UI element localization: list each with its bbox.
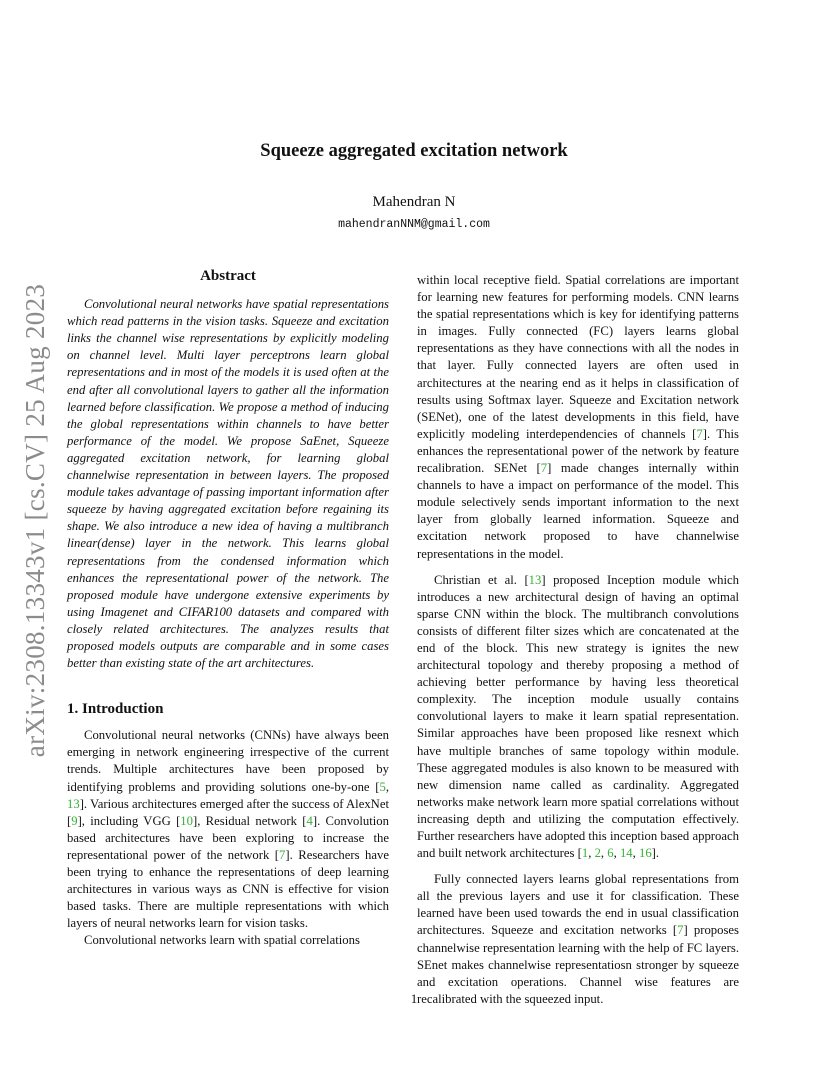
- intro-paragraph-1: Convolutional neural networks (CNNs) have always been emerging in network engineering irrespective of the current trends. Multiple architectures have been proposed by identifying problems and providing solutions one-by-one [5, 13]. Various architectures emerged after the success of AlexNet [9], including VGG [10], Residual network [4]. Convolution based architectures have been exploring to increase the representational power of the network [7]. Researchers have been trying to enhance the representations of deep learning architectures in various ways as CNN is effective for vision based tasks. There are multiple representations with which layers of neural networks learn for vision tasks.: [67, 728, 389, 931]
- left-column: [67, 268, 389, 949]
- paper-title: Squeeze aggregated excitation network: [260, 141, 568, 161]
- intro-paragraph-2-continued: within local receptive field. Spatial correlations are important for learning new features for performing models. CNN learns the spatial representations which is key for identifying patterns in images. Fully connected (FC) layers learns global representations as they have connections with all the nodes in that layer. Fully connected layers are often used in architectures at the nearing end as it helps in classification of results using Softmax layer. Squeeze and Excitation network (SENet), one of the latest developments in this field, have explicitly modeling interdependencies of channels [7]. This enhances the representational power of the network by feature recalibration. SENet [7] made changes internally within channels to have a impact on performance of the model. This module selectively sends important information to the next layer from globally learned information. Squeeze and excitation network proposed to have channelwise representations in the model.: [417, 273, 739, 561]
- citation-link[interactable]: 16: [638, 846, 652, 861]
- citation-link[interactable]: 13: [528, 572, 542, 587]
- citation-link[interactable]: 7: [696, 426, 703, 441]
- author-email: mahendranNNM@gmail.com: [338, 218, 490, 231]
- citation-link[interactable]: 7: [677, 923, 684, 938]
- page-number: 1: [410, 991, 418, 1006]
- intro-paragraph-3: Christian et al. [13] proposed Inception module which introduces a new architectural design of having an optimal sparse CNN within the block. The multibranch convolutions consists of different filter sizes which are concatenated at the end of the block. This new strategy is ignites the new architectural topology and thereby proposing a method of achieving better performance by having less theoretical complexity. The inception module usually contains convolutional layers to make it learn spatial representation. Similar approaches have been proposed like resnext which have multiple branches of same topology within module. These aggregated modules is also known to be measured with new dimension name called as cardinality. Aggregated networks make network learn more spatial correlations without increasing depth and utilizing the computation effectively. Further researchers have adopted this inception based approach and built network architectures [1, 2, 6, 14, 16].: [417, 572, 739, 861]
- right-column: [417, 272, 739, 1008]
- citation-link[interactable]: 14: [619, 846, 633, 861]
- paper-author: Mahendran N: [372, 194, 456, 210]
- citation-link[interactable]: 7: [279, 847, 286, 862]
- citation-link[interactable]: 10: [180, 813, 193, 828]
- citation-link[interactable]: 7: [540, 461, 548, 476]
- abstract-text: Convolutional neural networks have spatial representations which read patterns in the vision tasks. Squeeze and excitation links the channel wise representations by explicitly modeling on channel level. Multi layer perceptrons learn global representations and in most of the models it is used often at the end after all convolutional layers to gather all the information learned before classification. We propose a method of inducing the global representations within channels to have better performance of the model. We propose SaEnet, Squeeze aggregated excitation network, for learning global channelwise representation in between layers. The proposed module takes advantage of passing important information after squeeze by having aggregated excitation before regaining its shape. We also introduce a new idea of having a multibranch linear(dense) layer in the network. This learns global representations from the condensed information which enhances the representational power of the network. The proposed module have undergone extensive experiments by using Imagenet and CIFAR100 datasets and compared with closely related architectures. The analyzes results that proposed models outputs are comparable and in some cases better than existing state of the art architectures.: [67, 297, 389, 671]
- citation-link[interactable]: 2: [594, 846, 601, 861]
- introduction-heading: 1. Introduction: [67, 701, 164, 718]
- citation-link[interactable]: 1: [581, 846, 589, 861]
- intro-paragraph-4: Fully connected layers learns global representations from all the previous layers and use it for classification. These learned have been used towards the end in usual classification architectures. Squeeze and excitation networks [7] proposes channelwise representation learning with the help of FC layers. SEnet makes channelwise representatiosn stronger by squeeze and excitation operations. Channel wise features are recalibrated with the squeezed input.: [417, 872, 739, 1006]
- citation-link[interactable]: 5: [379, 779, 386, 794]
- citation-link[interactable]: 6: [607, 846, 614, 861]
- citation-link[interactable]: 4: [306, 813, 313, 828]
- abstract-heading: Abstract: [200, 268, 256, 284]
- arxiv-identifier-stamp: [14, 280, 58, 760]
- citation-link[interactable]: 9: [71, 813, 78, 828]
- arxiv-identifier-text: arXiv:2308.13343v1 [cs.CV] 25 Aug 2023: [20, 283, 51, 757]
- citation-link[interactable]: 13: [67, 796, 80, 811]
- intro-paragraph-2: Convolutional networks learn with spatial correlations: [84, 933, 360, 948]
